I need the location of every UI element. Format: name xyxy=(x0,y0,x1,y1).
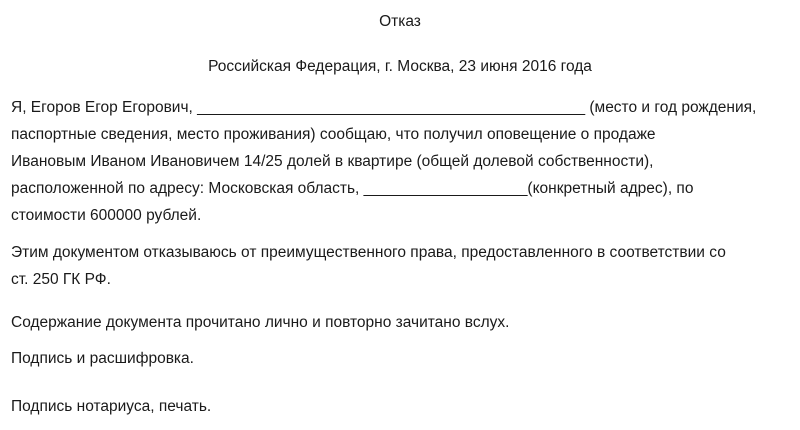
paragraph-line: стоимости 600000 рублей. xyxy=(11,207,202,224)
notary-signature-line: Подпись нотариуса, печать. xyxy=(11,398,212,415)
paragraph-line: Ивановым Иваном Ивановичем 14/25 долей в квартире (общей долевой собственности), xyxy=(11,153,654,170)
paragraph-line: Этим документом отказываюсь от преимущественного права, предоставленного в соответствии со xyxy=(11,244,726,261)
paragraph-line: расположенной по адресу: Московская область, ___________________(конкретный адрес), по xyxy=(11,180,694,197)
paragraph-refusal xyxy=(11,239,796,293)
place-date-line: Российская Федерация, г. Москва, 23 июня 2016 года xyxy=(208,58,592,75)
paragraph-read-aloud: Содержание документа прочитано лично и повторно зачитано вслух. xyxy=(11,314,510,331)
paragraph-notification xyxy=(11,94,796,229)
signature-line: Подпись и расшифровка. xyxy=(11,350,194,367)
paragraph-line: паспортные сведения, место проживания) сообщаю, что получил оповещение о продаже xyxy=(11,126,656,143)
document-title: Отказ xyxy=(379,13,421,30)
paragraph-line: Я, Егоров Егор Егорович, _____________________________________________ (место и год рождения, xyxy=(11,99,757,116)
paragraph-line: ст. 250 ГК РФ. xyxy=(11,271,111,288)
